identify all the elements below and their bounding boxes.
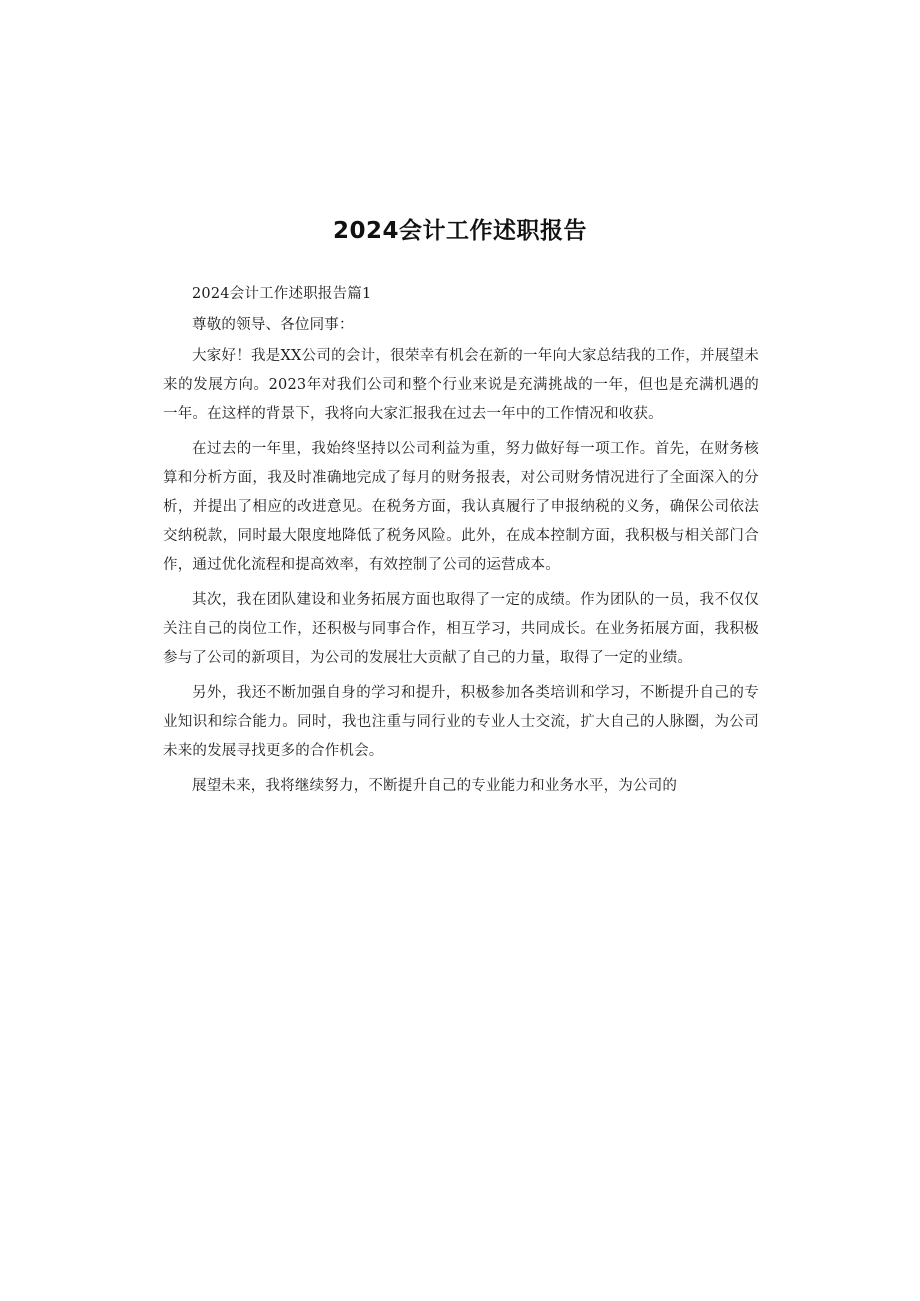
paragraph-self-improvement: 另外，我还不断加强自身的学习和提升，积极参加各类培训和学习，不断提升自己的专业知识和综合能力。同时，我也注重与同行业的专业人士交流，扩大自己的人脉圈，为公司未来的发展寻找更多的合作机会。 xyxy=(163,685,759,759)
section-heading: 2024会计工作述职报告篇1 xyxy=(192,286,372,302)
document-title: 2024会计工作述职报告 xyxy=(332,218,587,244)
paragraph-team-building: 其次，我在团队建设和业务拓展方面也取得了一定的成绩。作为团队的一员，我不仅仅关注自己的岗位工作，还积极与同事合作，相互学习，共同成长。在业务拓展方面，我积极参与了公司的新项目，为公司的发展壮大贡献了自己的力量，取得了一定的业绩。 xyxy=(163,592,759,666)
paragraph-finance-work: 在过去的一年里，我始终坚持以公司利益为重，努力做好每一项工作。首先，在财务核算和分析方面，我及时准确地完成了每月的财务报表，对公司财务情况进行了全面深入的分析，并提出了相应的改进意见。在税务方面，我认真履行了申报纳税的义务，确保公司依法交纳税款，同时最大限度地降低了税务风险。此外，在成本控制方面，我积极与相关部门合作，通过优化流程和提高效率，有效控制了公司的运营成本。 xyxy=(163,441,759,573)
paragraph-intro: 大家好！我是XX公司的会计，很荣幸有机会在新的一年向大家总结我的工作，并展望未来的发展方向。2023年对我们公司和整个行业来说是充满挑战的一年，但也是充满机遇的一年。在这样的背景下，我将向大家汇报我在过去一年中的工作情况和收获。 xyxy=(163,348,759,422)
salutation: 尊敬的领导、各位同事： xyxy=(192,317,354,333)
document-body xyxy=(163,280,759,807)
paragraph-outlook: 展望未来，我将继续努力，不断提升自己的专业能力和业务水平，为公司的 xyxy=(192,778,678,794)
